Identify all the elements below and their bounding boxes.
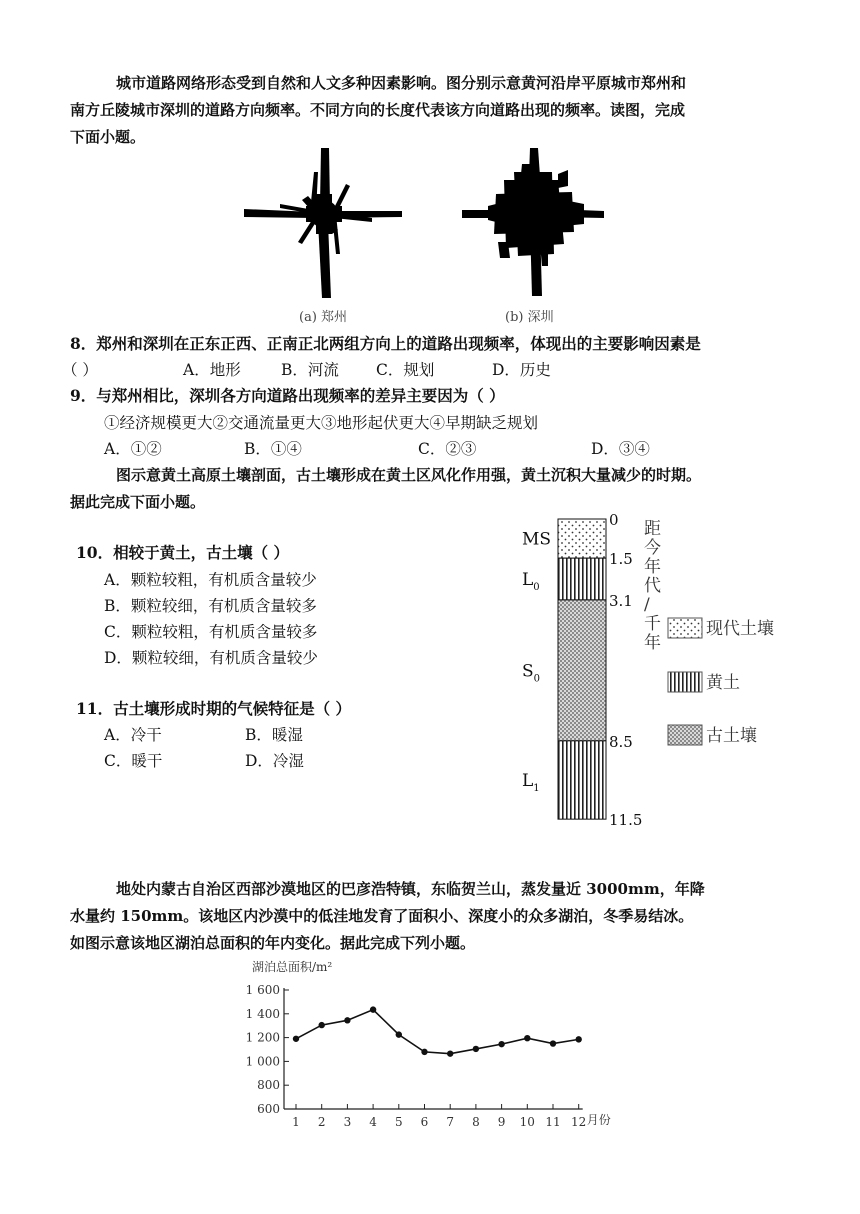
profile-legend-swatch-1 xyxy=(668,672,702,692)
chart-xlabel: 月份 xyxy=(586,1113,611,1127)
question-11-option-a: A．冷干 xyxy=(104,726,162,744)
question-11-option-d: D．冷湿 xyxy=(245,752,304,770)
question-9-stem: 9．与郑州相比，深圳各方向道路出现频率的差异主要因为（ ） xyxy=(70,386,505,405)
chart-x-tick-label-11: 12 xyxy=(571,1115,587,1129)
caption-shenzhen: (b) 深圳 xyxy=(505,310,554,325)
question-11-stem: 11．古土壤形成时期的气候特征是（ ） xyxy=(76,699,351,718)
profile-legend-label-1: 黄土 xyxy=(706,673,740,693)
intro3-line1: 地处内蒙古自治区西部沙漠地区的巴彦浩特镇，东临贺兰山，蒸发量近 3000mm，年降 xyxy=(116,880,705,898)
intro2-line1: 图示意黄土高原土壤剖面，古土壤形成在黄土区风化作用强，黄土沉积大量减少的时期。 xyxy=(116,466,702,484)
profile-layer-label-1: $L_0$ xyxy=(522,570,540,594)
chart-y-tick-label-2: 1 000 xyxy=(245,1054,280,1069)
profile-tick-3: 8.5 xyxy=(609,732,633,751)
chart-point-1 xyxy=(319,1022,325,1028)
profile-axis-title-char-2: 年 xyxy=(644,557,661,577)
question-10-option-d: D．颗粒较细，有机质含量较少 xyxy=(104,649,318,667)
chart-y-tick-label-4: 1 400 xyxy=(245,1006,280,1021)
profile-axis-title-char-3: 代 xyxy=(644,576,661,596)
road-rose-shenzhen xyxy=(462,148,610,298)
question-10-option-c: C．颗粒较粗，有机质含量较多 xyxy=(104,623,318,641)
chart-x-tick-label-5: 6 xyxy=(420,1115,429,1129)
profile-layer-1 xyxy=(558,558,606,600)
question-8-option-a: A．地形 xyxy=(183,361,241,379)
lake-area-chart xyxy=(240,955,640,1140)
question-10-option-a: A．颗粒较粗，有机质含量较少 xyxy=(104,571,317,589)
profile-axis-title-char-6: 年 xyxy=(644,633,661,653)
intro3-line3: 如图示意该地区湖泊总面积的年内变化。据此完成下列小题。 xyxy=(70,934,476,952)
intro1-line2: 南方丘陵城市深圳的道路方向频率。不同方向的长度代表该方向道路出现的频率。读图，完成 xyxy=(70,101,686,119)
chart-x-tick-label-9: 10 xyxy=(519,1115,535,1129)
intro-paragraph-3 xyxy=(70,876,810,957)
chart-point-6 xyxy=(447,1050,453,1056)
question-11-option-c: C．暖干 xyxy=(104,752,163,770)
chart-point-3 xyxy=(370,1006,376,1012)
question-10-option-b: B．颗粒较细，有机质含量较多 xyxy=(104,597,317,615)
profile-legend-swatch-0 xyxy=(668,618,702,638)
chart-point-2 xyxy=(344,1017,350,1023)
profile-legend-label-2: 古土壤 xyxy=(706,726,757,746)
road-rose-zhengzhou xyxy=(244,148,404,298)
chart-point-11 xyxy=(576,1036,582,1042)
profile-tick-0: 0 xyxy=(609,511,619,529)
chart-ylabel: 湖泊总面积/m² xyxy=(252,960,333,974)
chart-y-tick-label-1: 800 xyxy=(257,1078,280,1093)
profile-axis-title-char-1: 今 xyxy=(644,538,661,558)
intro-paragraph-1 xyxy=(70,70,810,151)
chart-y-tick-label-5: 1 600 xyxy=(245,983,280,997)
question-8-paren: （ ） xyxy=(62,361,98,379)
profile-layer-label-3: $L_1$ xyxy=(522,771,540,794)
profile-tick-2: 3.1 xyxy=(609,591,633,610)
profile-axis-title-char-0: 距 xyxy=(644,519,661,539)
profile-layer-3 xyxy=(558,741,606,819)
chart-point-7 xyxy=(473,1046,479,1052)
chart-x-tick-label-6: 7 xyxy=(446,1115,455,1129)
profile-axis-title-char-5: 千 xyxy=(644,614,661,634)
question-10-stem: 10．相较于黄土，古土壤（ ） xyxy=(76,543,289,562)
profile-layer-label-2: $S_0$ xyxy=(522,661,541,685)
question-8-stem: 8．郑州和深圳在正东正西、正南正北两组方向上的道路出现频率，体现出的主要影响因素是 xyxy=(70,334,701,353)
chart-x-tick-label-7: 8 xyxy=(472,1115,480,1129)
chart-point-9 xyxy=(524,1035,530,1041)
intro1-line1: 城市道路网络形态受到自然和人文多种因素影响。图分别示意黄河沿岸平原城市郑州和 xyxy=(116,74,687,92)
profile-tick-1: 1.5 xyxy=(609,550,633,569)
intro2-line2: 据此完成下面小题。 xyxy=(70,493,206,511)
profile-legend-swatch-2 xyxy=(668,725,702,745)
profile-axis-title-char-4: / xyxy=(644,595,650,615)
chart-x-tick-label-0: 1 xyxy=(292,1115,300,1129)
chart-x-tick-label-4: 5 xyxy=(394,1115,403,1129)
caption-zhengzhou: (a) 郑州 xyxy=(299,310,348,325)
question-8-option-c: C．规划 xyxy=(376,361,435,379)
chart-point-4 xyxy=(396,1031,402,1037)
chart-point-8 xyxy=(498,1041,504,1047)
question-11-option-b: B．暖湿 xyxy=(245,726,303,744)
chart-x-tick-label-1: 2 xyxy=(317,1115,326,1129)
chart-y-tick-label-3: 1 200 xyxy=(245,1030,280,1045)
question-9-option-b: B．①④ xyxy=(244,440,302,458)
chart-point-5 xyxy=(421,1049,427,1055)
question-9-option-d: D．③④ xyxy=(591,440,650,458)
chart-point-0 xyxy=(293,1036,299,1042)
profile-layer-label-0: MS xyxy=(522,529,552,550)
intro3-line2: 水量约 150mm。该地区内沙漠中的低洼地发育了面积小、深度小的众多湖泊，冬季易结冰。 xyxy=(70,907,694,925)
question-9-option-c: C．②③ xyxy=(418,440,477,458)
chart-x-tick-label-10: 11 xyxy=(545,1115,561,1129)
chart-point-10 xyxy=(550,1040,556,1046)
soil-profile-figure xyxy=(518,506,798,830)
profile-layer-2 xyxy=(558,600,606,741)
question-8-option-d: D．历史 xyxy=(492,361,551,379)
chart-x-tick-label-8: 9 xyxy=(497,1115,506,1129)
profile-tick-4: 11.5 xyxy=(609,811,643,830)
chart-y-tick-label-0: 600 xyxy=(257,1102,280,1116)
question-9-items: ①经济规模更大②交通流量更大③地形起伏更大④早期缺乏规划 xyxy=(104,414,539,432)
chart-series-line xyxy=(296,1010,579,1054)
profile-legend-label-0: 现代土壤 xyxy=(706,619,774,639)
chart-x-tick-label-3: 4 xyxy=(369,1115,377,1129)
question-9-option-a: A．①② xyxy=(104,440,162,458)
question-8-option-b: B．河流 xyxy=(281,361,339,379)
profile-layer-0 xyxy=(558,519,606,558)
chart-x-tick-label-2: 3 xyxy=(343,1115,352,1129)
intro1-line3: 下面小题。 xyxy=(70,128,146,146)
